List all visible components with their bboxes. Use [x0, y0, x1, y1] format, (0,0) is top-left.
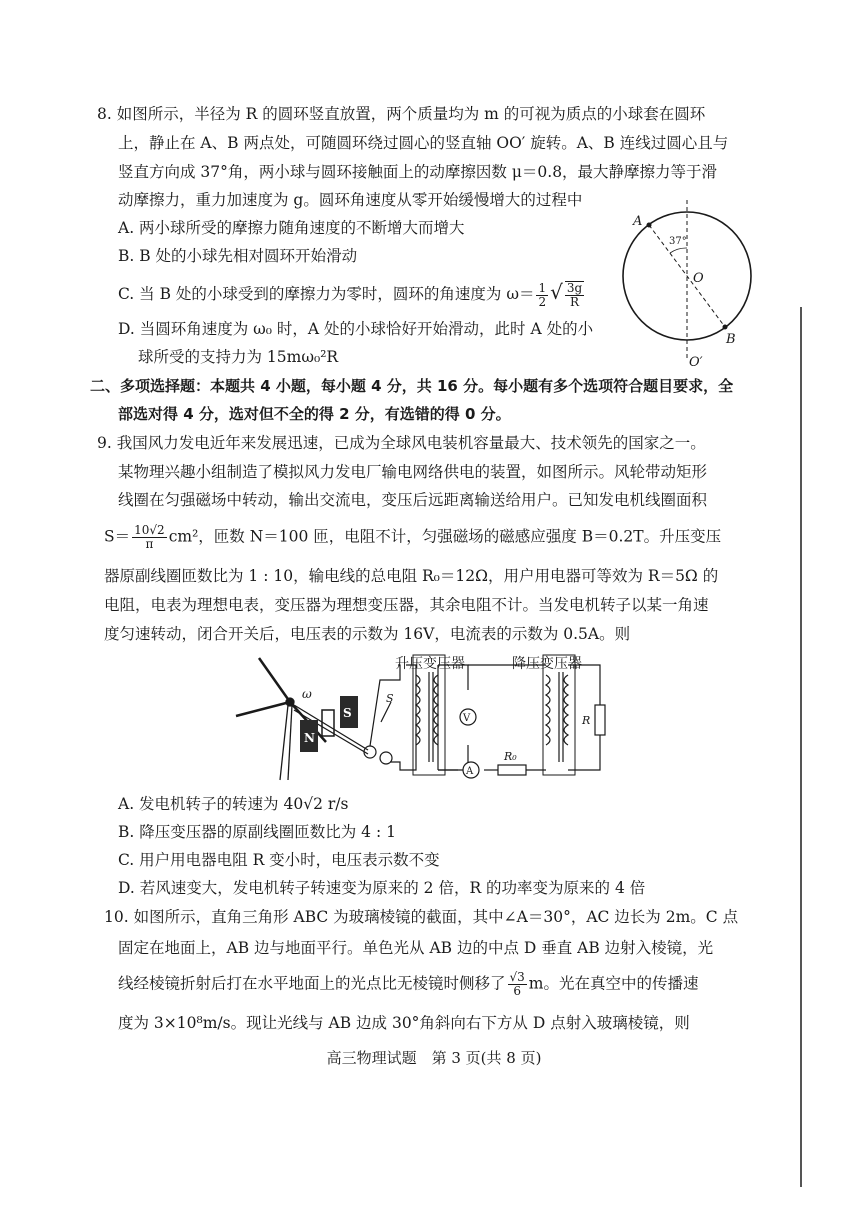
step-down-primary-coil [546, 675, 550, 745]
q8-c-num: 1 [538, 280, 547, 295]
ammeter-label: A [466, 766, 474, 777]
q8-option-c-text: C. 当 B 处的小球受到的摩擦力为零时，圆环的角速度为 ω＝ [118, 285, 535, 303]
voltmeter-label: V [463, 713, 471, 724]
q10-fraction [508, 971, 527, 998]
q9-line-5: 器原副线圈匝数比为 1 : 10，输电线的总电阻 R₀＝12Ω，用户用电器可等效为 R＝5Ω 的 [104, 567, 719, 585]
q9-option-a: A. 发电机转子的转速为 40√2 r/s [118, 795, 349, 813]
q8-c-root-den: R [570, 295, 580, 309]
q10-line-1: 10. 如图所示，直角三角形 ABC 为玻璃棱镜的截面，其中∠A＝30°，AC 边长为 2m。C 点 [104, 908, 739, 926]
q10-line-3 [118, 971, 699, 998]
q10-line-2: 固定在地面上，AB 边与地面平行。单色光从 AB 边的中点 D 垂直 AB 边射入棱镜，光 [118, 939, 714, 957]
q9-option-d: D. 若风速变大，发电机转子转速变为原来的 2 倍，R 的功率变为原来的 4 倍 [118, 879, 646, 897]
q9-option-b: B. 降压变压器的原副线圈匝数比为 4 : 1 [118, 823, 396, 841]
magnet-n-label: N [304, 731, 315, 745]
q9-line-7: 度匀速转动，闭合开关后，电压表的示数为 16V，电流表的示数为 0.5A。则 [104, 625, 631, 643]
label-o: O [693, 271, 704, 286]
q10-line-3-rest: m。光在真空中的传播速 [528, 974, 699, 993]
q9-s-fraction [132, 524, 167, 551]
q8-c-root-fraction [565, 281, 584, 309]
label-o-prime: O′ [689, 355, 703, 370]
r0-label: R₀ [504, 750, 517, 763]
q10-fraction-den: 6 [513, 984, 521, 998]
switch-label: S [386, 692, 394, 705]
q8-line-2: 上，静止在 A、B 两点处，可随圆环绕过圆心的竖直轴 OO′ 旋转。A、B 连线过圆心且与 [118, 134, 729, 152]
q9-s-den: π [145, 537, 154, 551]
angle-arc [670, 248, 687, 253]
omega-label: ω [302, 687, 312, 701]
section-2-line-1: 二、多项选择题：本题共 4 小题，每小题 4 分，共 16 分。每小题有多个选项符合题目要求，全 [90, 377, 734, 395]
q8-line-1: 8. 如图所示，半径为 R 的圆环竖直放置，两个质量均为 m 的可视为质点的小球套在圆环 [97, 105, 706, 123]
ball-a [647, 223, 652, 228]
q10-line-3-text: 线经棱镜折射后打在水平地面上的光点比无棱镜时侧移了 [118, 974, 506, 993]
q9-option-c: C. 用户用电器电阻 R 变小时，电压表示数不变 [118, 851, 440, 869]
label-angle: 37° [669, 236, 687, 247]
section-2-line-2: 部选对得 4 分，选对但不全的得 2 分，有选错的得 0 分。 [118, 405, 511, 423]
q9-line-2: 某物理兴趣小组制造了模拟风力发电厂输电网络供电的装置，如图所示。风轮带动矩形 [118, 463, 708, 481]
q8-line-3: 竖直方向成 37°角，两小球与圆环接触面上的动摩擦因数 μ＝0.8，最大静摩擦力等于滑 [118, 163, 718, 181]
q8-c-fraction [536, 282, 548, 309]
q8-c-root-num: 3g [566, 281, 583, 295]
q9-line-6: 电阻，电表为理想电表，变压器为理想变压器，其余电阻不计。当发电机转子以某一角速 [104, 596, 709, 614]
binding-edge-line [800, 307, 802, 1187]
q9-line-4 [104, 524, 721, 551]
page-footer: 高三物理试题 第 3 页(共 8 页) [326, 1049, 542, 1067]
step-up-transformer-label: 升压变压器 [395, 656, 465, 672]
q9-s-label: S＝ [104, 527, 131, 546]
label-b: B [726, 332, 736, 347]
step-down-transformer-label: 降压变压器 [512, 656, 582, 672]
ball-b [723, 325, 728, 330]
label-a: A [633, 214, 643, 229]
q10-fraction-num: √3 [509, 970, 525, 984]
load-resistor-r [595, 705, 605, 735]
q8-option-d-line-1: D. 当圆环角速度为 ω₀ 时，A 处的小球恰好开始滑动，此时 A 处的小 [118, 320, 594, 338]
q9-line-1: 9. 我国风力发电近年来发展迅速，已成为全球风电装机容量最大、技术领先的国家之一。 [97, 434, 706, 452]
q9-line-3: 线圈在匀强磁场中转动，输出交流电，变压后远距离输送给用户。已知发电机线圈面积 [118, 491, 708, 509]
sqrt-sign: √ [550, 280, 563, 304]
magnet-s-label: S [343, 706, 352, 720]
q8-option-c [118, 281, 586, 309]
q8-c-den: 2 [538, 294, 547, 309]
q8-option-a: A. 两小球所受的摩擦力随角速度的不断增大而增大 [118, 219, 465, 237]
ab-line [649, 225, 725, 327]
r-label: R [582, 714, 591, 727]
line-resistor-r0 [498, 765, 526, 775]
q8-option-d-line-2: 球所受的支持力为 15mω₀²R [138, 348, 339, 366]
q8-option-b: B. B 处的小球先相对圆环开始滑动 [118, 247, 358, 265]
step-down-secondary-coil [564, 675, 568, 745]
q9-s-rest: cm²，匝数 N＝100 匝，电阻不计，匀强磁场的磁感应强度 B＝0.2T。升压变压 [168, 527, 722, 546]
q10-line-4: 度为 3×10⁸m/s。现让光线与 AB 边成 30°角斜向右下方从 D 点射入玻璃棱镜，则 [118, 1014, 690, 1032]
q8-ring-figure [610, 198, 770, 370]
q8-line-4: 动摩擦力，重力加速度为 g。圆环角速度从零开始缓慢增大的过程中 [118, 191, 583, 209]
q9-s-num: 10√2 [134, 523, 165, 537]
